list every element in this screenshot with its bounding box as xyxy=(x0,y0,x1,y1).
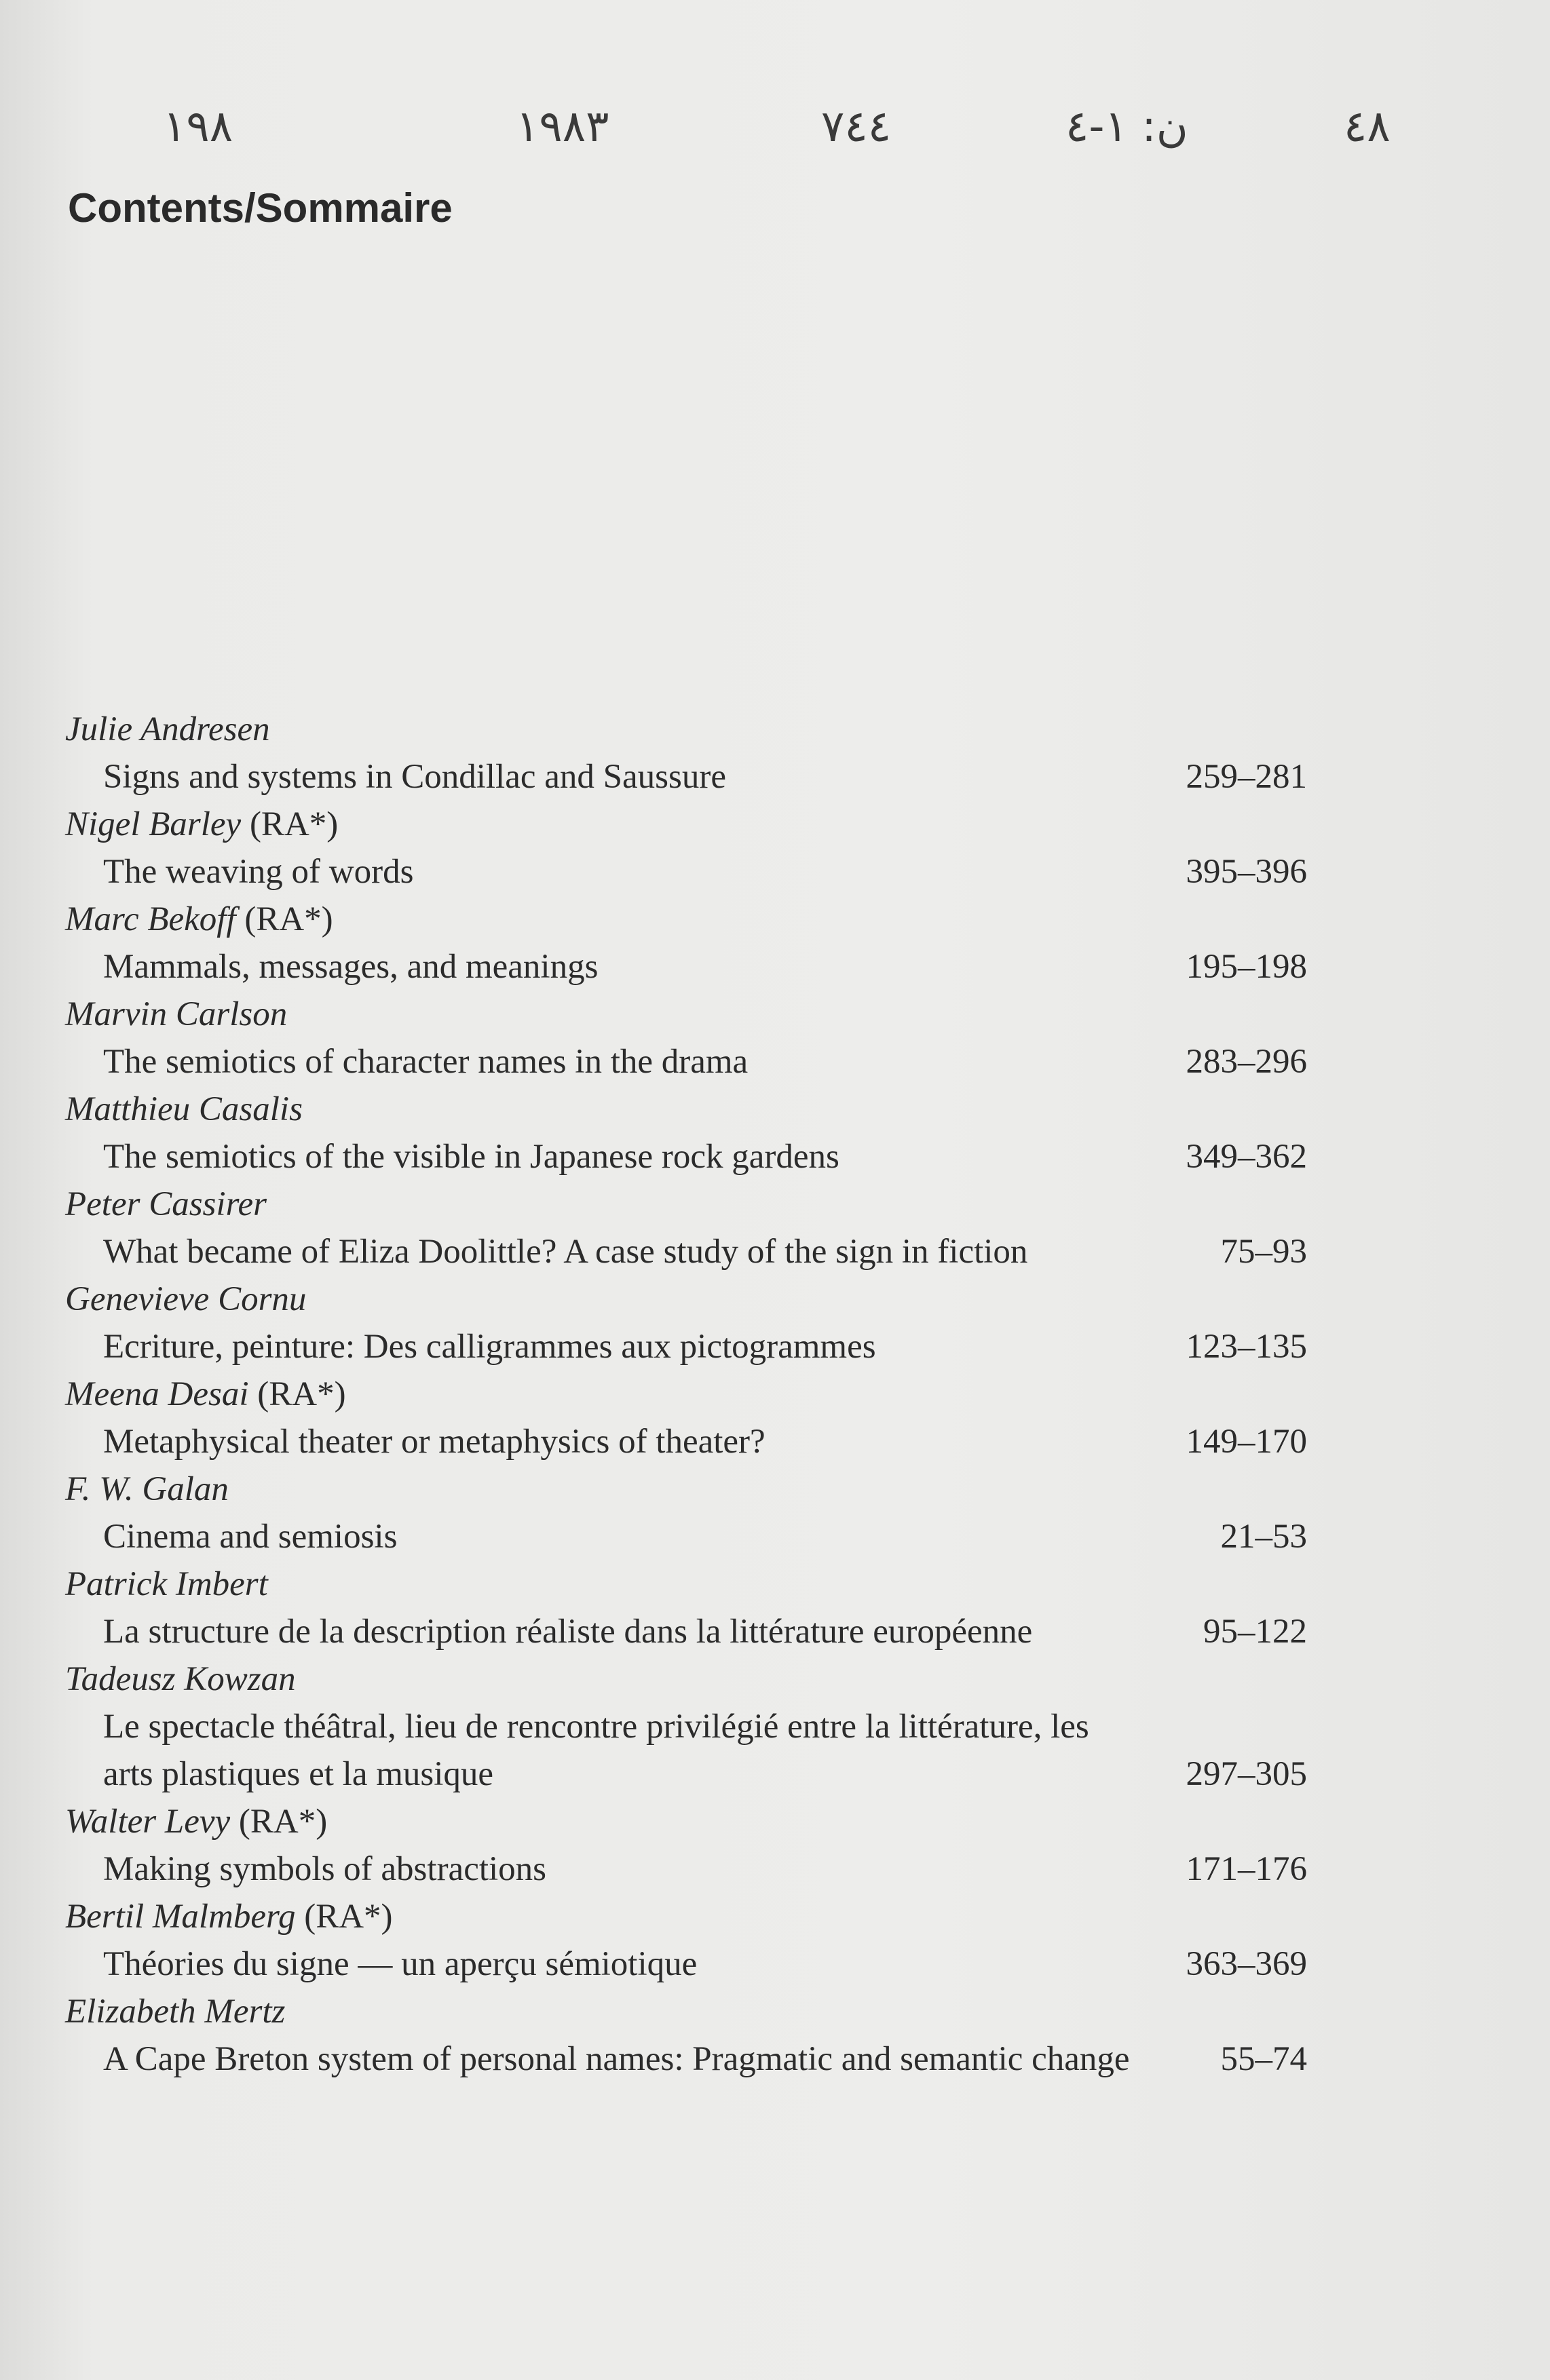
toc-entry xyxy=(65,1181,1307,1275)
entry-title: The semiotics of character names in the drama xyxy=(103,1043,749,1081)
entry-pages: 363–369 xyxy=(1186,1945,1307,1983)
entry-pages: 349–362 xyxy=(1186,1138,1307,1176)
author-name: Marc Bekoff xyxy=(65,900,236,938)
entry-row xyxy=(65,1845,1307,1893)
entry-author xyxy=(65,1798,1307,1845)
entry-pages: 171–176 xyxy=(1186,1850,1307,1888)
entry-row xyxy=(65,1323,1307,1370)
ra-marker: (RA*) xyxy=(249,805,339,843)
toc-entry xyxy=(65,1465,1307,1560)
ra-marker: (RA*) xyxy=(304,1898,393,1936)
entry-title: The semiotics of the visible in Japanese rock gardens xyxy=(103,1138,839,1176)
ra-marker: (RA*) xyxy=(257,1375,346,1413)
entry-author xyxy=(65,1560,1307,1608)
entry-pages: 149–170 xyxy=(1186,1423,1307,1461)
entry-pages: 297–305 xyxy=(1186,1755,1307,1793)
entry-author xyxy=(65,1988,1307,2035)
author-name: Walter Levy xyxy=(65,1803,231,1841)
entry-title: A Cape Breton system of personal names: Pragmatic and semantic change xyxy=(103,2040,1130,2078)
entry-author xyxy=(65,1655,1307,1703)
author-name: Genevieve Cornu xyxy=(65,1280,307,1318)
handwritten-annotations xyxy=(163,102,1452,176)
ra-marker: (RA*) xyxy=(238,1803,328,1841)
entry-title: La structure de la description réaliste dans la littérature européenne xyxy=(103,1613,1033,1651)
entry-row xyxy=(65,1513,1307,1560)
entry-pages: 123–135 xyxy=(1186,1328,1307,1366)
entry-author xyxy=(65,991,1307,1038)
entry-pages: 95–122 xyxy=(1203,1613,1307,1651)
entry-author xyxy=(65,706,1307,753)
author-name: Nigel Barley xyxy=(65,805,242,843)
toc-entry xyxy=(65,1655,1307,1798)
handwritten-note: ١٩٨ xyxy=(163,102,233,152)
entry-pages: 195–198 xyxy=(1186,948,1307,986)
toc-entry xyxy=(65,1560,1307,1655)
toc-entry xyxy=(65,991,1307,1086)
entry-author xyxy=(65,1086,1307,1133)
entry-title: The weaving of words xyxy=(103,853,414,891)
entry-title: Mammals, messages, and meanings xyxy=(103,948,599,986)
entry-author xyxy=(65,896,1307,943)
entry-pages: 21–53 xyxy=(1220,1518,1307,1556)
handwritten-note: ن: ١-٤ xyxy=(1065,102,1188,152)
ra-marker: (RA*) xyxy=(244,900,333,938)
entry-author xyxy=(65,1893,1307,1940)
entry-title: Signs and systems in Condillac and Saussure xyxy=(103,758,726,796)
author-name: Tadeusz Kowzan xyxy=(65,1660,296,1698)
author-name: Meena Desai xyxy=(65,1375,249,1413)
toc-entry xyxy=(65,1988,1307,2083)
entry-pages: 395–396 xyxy=(1186,853,1307,891)
table-of-contents xyxy=(65,706,1307,2083)
entry-pages: 55–74 xyxy=(1220,2040,1307,2078)
entry-title: Making symbols of abstractions xyxy=(103,1850,547,1888)
entry-title: Théories du signe — un aperçu sémiotique xyxy=(103,1945,698,1983)
entry-author xyxy=(65,801,1307,848)
entry-pages: 259–281 xyxy=(1186,758,1307,796)
entry-row xyxy=(65,848,1307,896)
author-name: Elizabeth Mertz xyxy=(65,1993,286,2031)
author-name: Matthieu Casalis xyxy=(65,1090,303,1128)
entry-author xyxy=(65,1370,1307,1418)
entry-pages: 283–296 xyxy=(1186,1043,1307,1081)
author-name: Bertil Malmberg xyxy=(65,1898,296,1936)
entry-title: What became of Eliza Doolittle? A case study of the sign in fiction xyxy=(103,1233,1028,1271)
handwritten-note: ٤٨ xyxy=(1344,102,1391,152)
entry-row xyxy=(65,1608,1307,1655)
entry-pages: 75–93 xyxy=(1220,1233,1307,1271)
page-title: Contents/Sommaire xyxy=(68,185,453,231)
entry-author xyxy=(65,1275,1307,1323)
entry-row xyxy=(65,753,1307,801)
author-name: Peter Cassirer xyxy=(65,1185,267,1223)
toc-entry xyxy=(65,1086,1307,1181)
entry-row xyxy=(65,1228,1307,1275)
toc-entry xyxy=(65,1798,1307,1893)
entry-row xyxy=(65,1038,1307,1086)
entry-row xyxy=(65,1133,1307,1181)
author-name: F. W. Galan xyxy=(65,1470,229,1508)
entry-row xyxy=(65,1703,1307,1798)
entry-author xyxy=(65,1465,1307,1513)
author-name: Julie Andresen xyxy=(65,710,270,748)
entry-title: Metaphysical theater or metaphysics of theater? xyxy=(103,1423,765,1461)
author-name: Marvin Carlson xyxy=(65,995,288,1033)
entry-row xyxy=(65,943,1307,991)
entry-row xyxy=(65,1940,1307,1988)
entry-author xyxy=(65,1181,1307,1228)
toc-entry xyxy=(65,706,1307,801)
toc-entry xyxy=(65,801,1307,896)
entry-title: Cinema and semiosis xyxy=(103,1518,398,1556)
entry-row xyxy=(65,2035,1307,2083)
entry-title: Le spectacle théâtral, lieu de rencontre privilégié entre la littérature, les arts plastiques et la musique xyxy=(103,1708,1089,1793)
entry-row xyxy=(65,1418,1307,1465)
entry-title: Ecriture, peinture: Des calligrammes aux pictogrammes xyxy=(103,1328,876,1366)
toc-entry xyxy=(65,1275,1307,1370)
author-name: Patrick Imbert xyxy=(65,1565,268,1603)
toc-entry xyxy=(65,1370,1307,1465)
handwritten-note: ١٩٨٣ xyxy=(516,102,609,152)
handwritten-note: ٧٤٤ xyxy=(821,102,892,152)
toc-entry xyxy=(65,896,1307,991)
toc-entry xyxy=(65,1893,1307,1988)
